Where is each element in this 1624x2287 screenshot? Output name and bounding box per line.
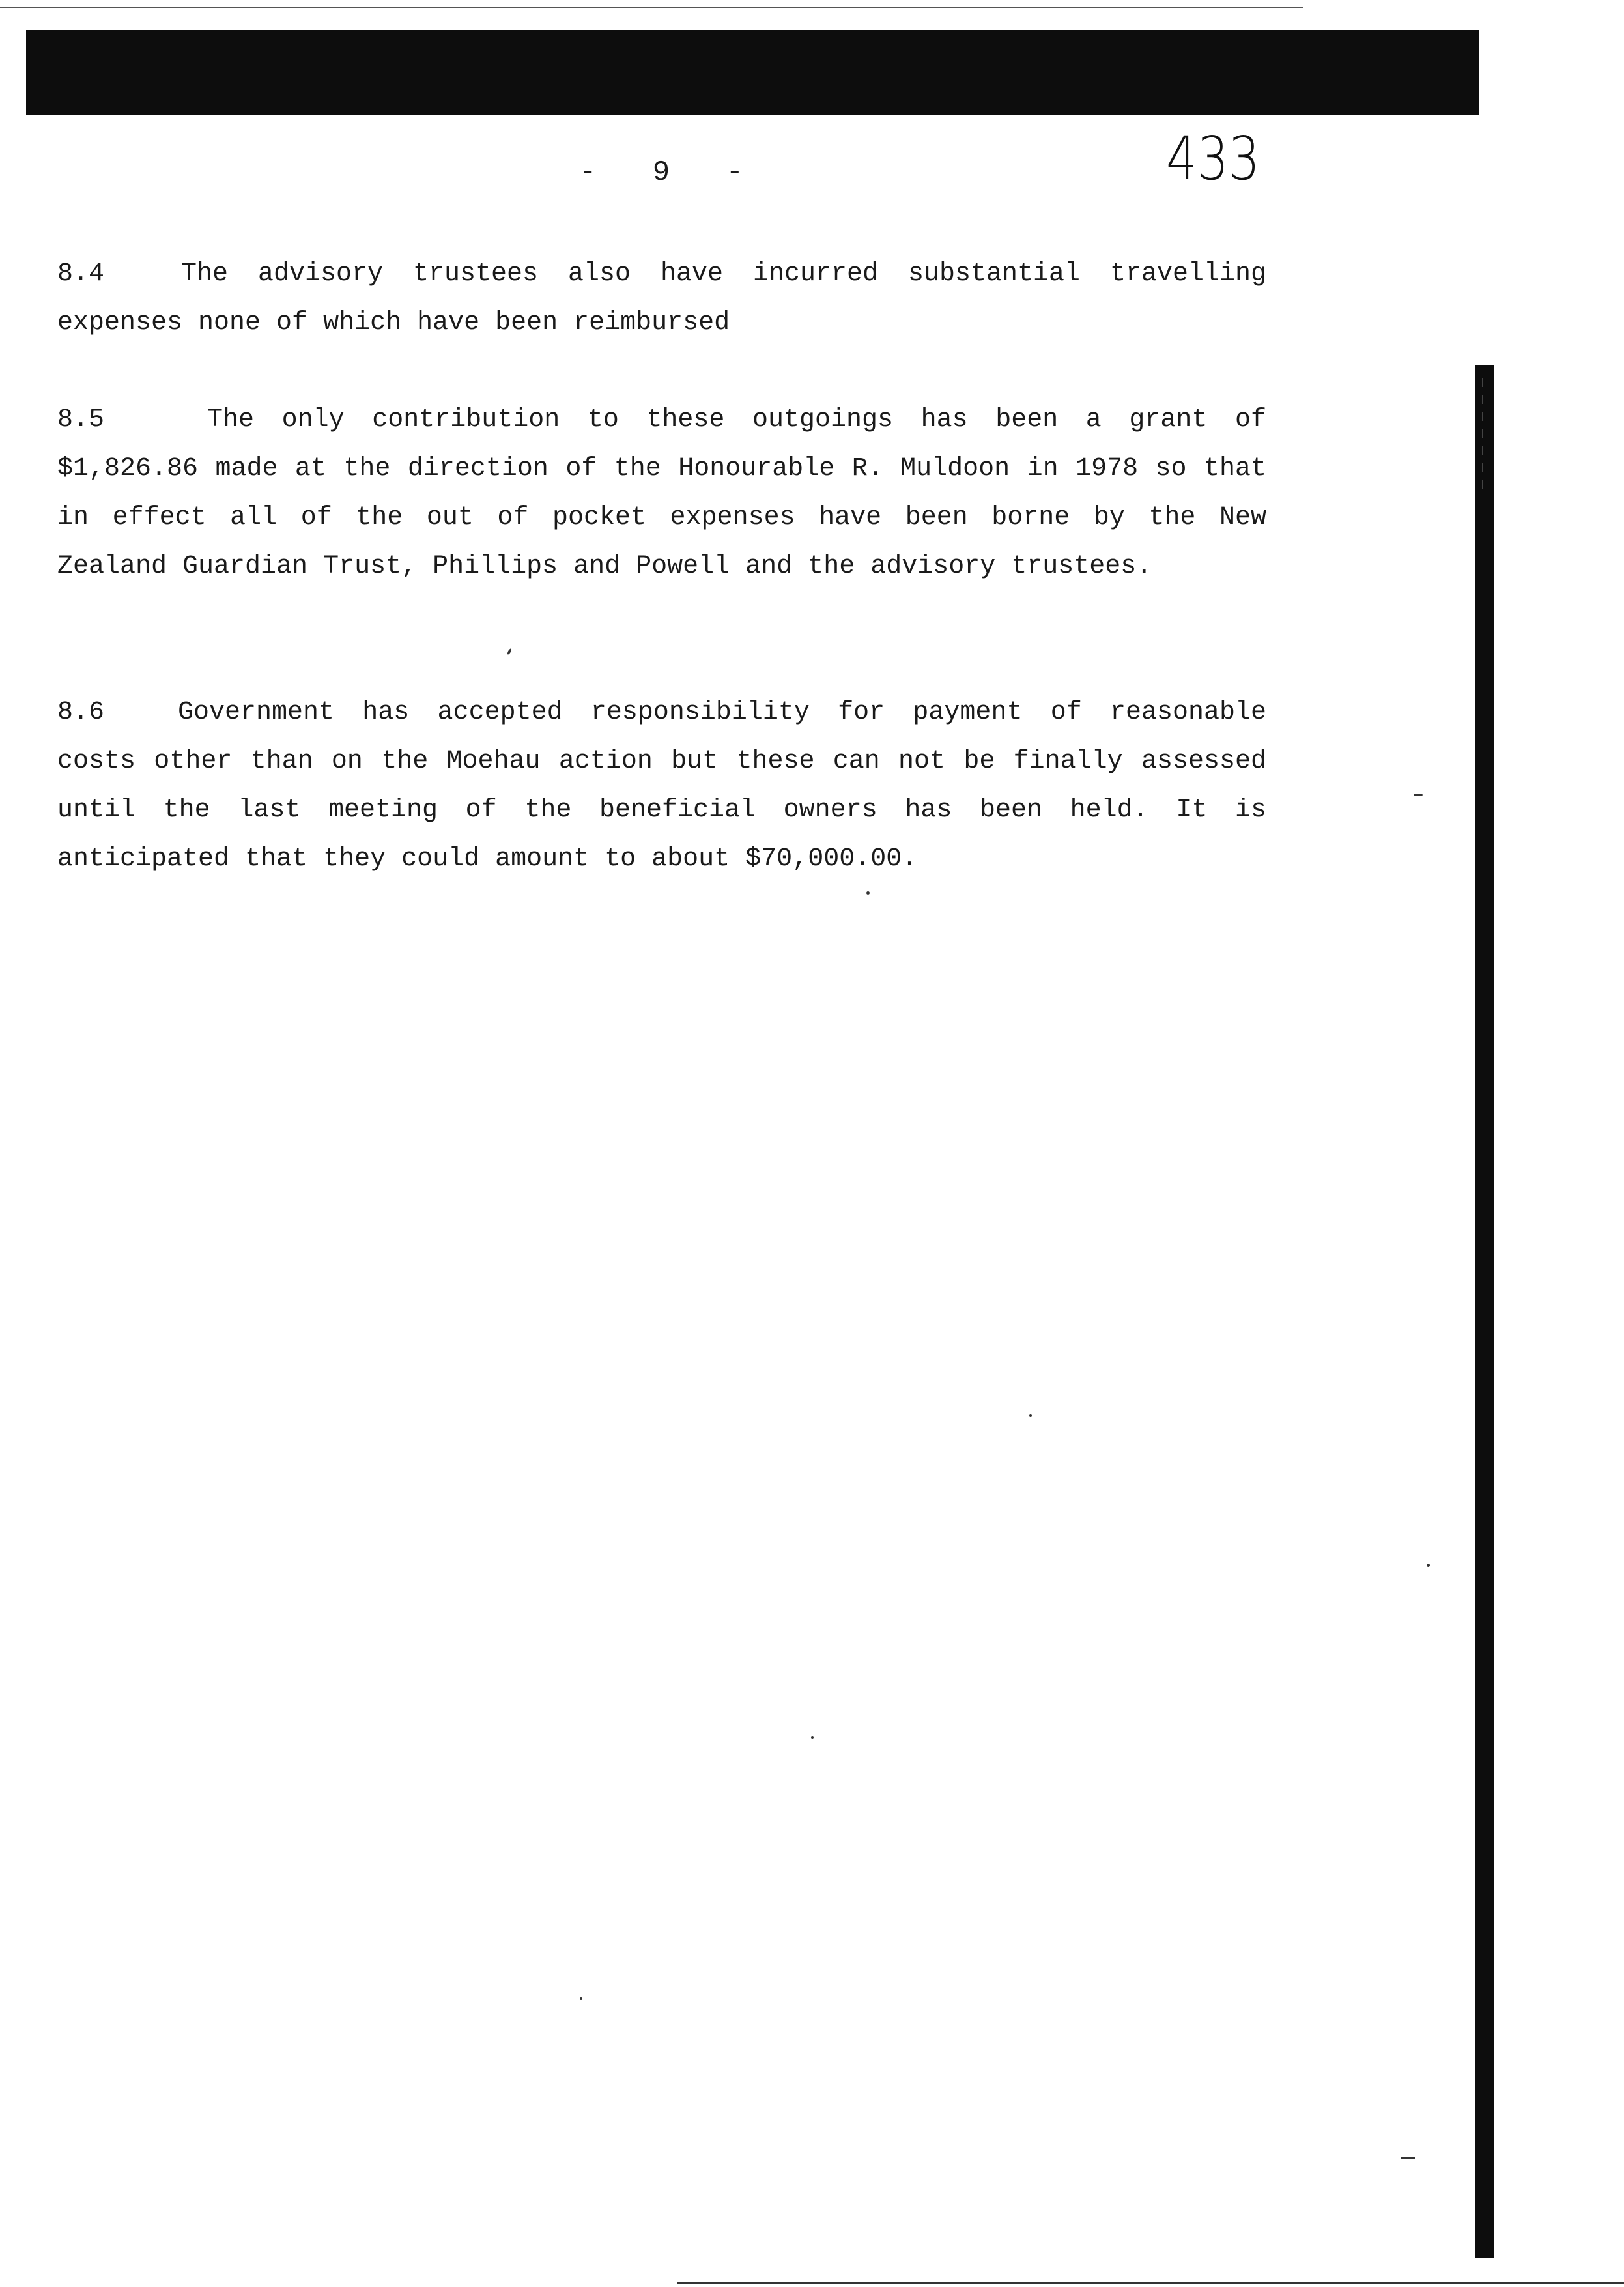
- scan-speck: [811, 1736, 814, 1739]
- paragraph-number: 8.4: [57, 259, 105, 289]
- top-rule: [0, 7, 1303, 8]
- scan-speck: [580, 1997, 582, 2000]
- paragraph-text: The only contribution to these outgoings has been a grant of $1,826.86 made at the direction of the Honourable R. Muldoon in 1978 so that in effect all of the out of pocket expenses have been borne by the New Zealand Guardian Trust, Phillips and Powell and the advisory trustees.: [57, 405, 1266, 581]
- paragraph-text: Government has accepted responsibility for payment of reasonable costs other than on the Moehau action but these can not be finally assessed until the last meeting of the beneficial owners has been held. It is anticipated that they could amount to about $70,000.00.: [57, 698, 1266, 874]
- paragraph-8-6: [57, 688, 1266, 884]
- scan-speck: [1427, 1564, 1430, 1567]
- scan-black-band: [26, 30, 1479, 115]
- paragraph-8-4: [57, 250, 1266, 347]
- page-number: - 9 -: [578, 156, 763, 189]
- scan-speck: [866, 891, 870, 895]
- scan-speck: [1029, 1414, 1032, 1417]
- scan-edge-shadow: [1475, 365, 1494, 2258]
- scan-speck: [1414, 794, 1423, 796]
- scan-speck: [1401, 2157, 1415, 2159]
- handwritten-page-number: 433: [1166, 124, 1260, 194]
- scan-speck: [507, 648, 512, 655]
- paragraph-8-5: [57, 396, 1266, 591]
- bottom-rule: [677, 2282, 1624, 2284]
- scan-edge-dashes: [1482, 378, 1483, 495]
- paragraph-number: 8.6: [57, 698, 105, 727]
- paragraph-text: The advisory trustees also have incurred substantial travelling expenses none of which have been reimbursed: [57, 259, 1266, 338]
- paragraph-number: 8.5: [57, 405, 105, 435]
